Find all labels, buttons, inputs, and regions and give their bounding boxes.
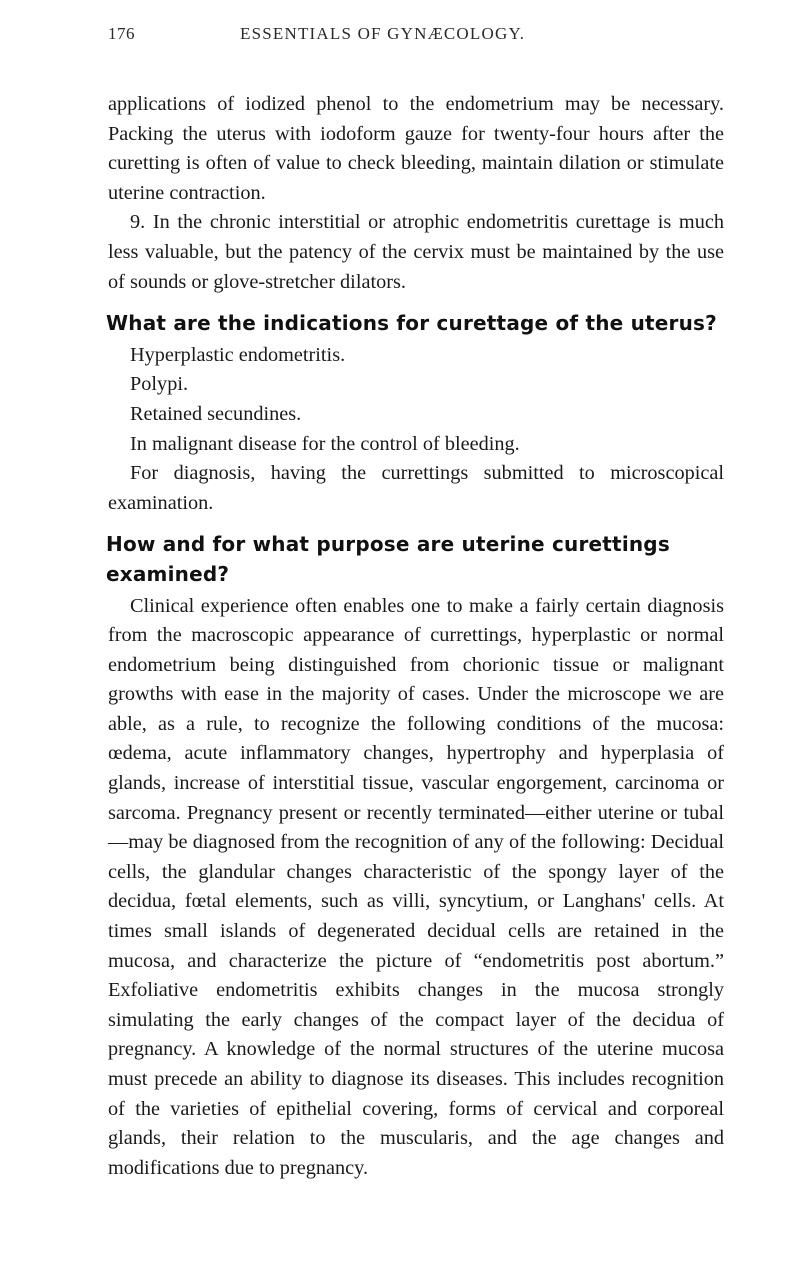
- heading-curettings-examined: How and for what purpose are uterine curettings examined?: [106, 532, 670, 586]
- list-item: Retained secundines.: [130, 402, 302, 425]
- list-item: For diagnosis, having the currettings submitted to microscopical examination.: [108, 462, 724, 514]
- list-item: In malignant disease for the control of bleeding.: [130, 432, 520, 455]
- running-title: ESSENTIALS OF GYNÆCOLOGY.: [240, 24, 526, 43]
- indications-list: [108, 341, 724, 519]
- curettings-paragraph: Clinical experience often enables one to make a fairly certain diagnosis from the macroscopic appearance of currettings, hyperplastic or normal endometrium being distinguished from chorionic tissue or malignant growths with ease in the majority of cases. Under the microscope we are able, as a rule, to recognize the following conditions of the mucosa: œdema, acute inflammatory changes, hypertrophy and hyperplasia of glands, increase of interstitial tissue, vascular engorgement, carcinoma or sarcoma. Pregnancy present or recently terminated—either uterine or tubal—may be diagnosed from the recognition of any of the following: Decidual cells, the glandular changes characteristic of the spongy layer of the decidua, fœtal elements, such as villi, syncytium, or Langhans' cells. At times small islands of degenerated decidual cells are retained in the mucosa, and characterize the picture of “endometritis post abortum.” Exfoliative endometritis exhibits changes in the mucosa strongly simulating the early changes of the compact layer of the decidua of pregnancy. A knowledge of the normal structures of the uterine mucosa must precede an ability to diagnose its diseases. This includes recognition of the varieties of epithelial covering, forms of cervical and corporeal glands, their relation to the muscularis, and the age changes and modifications due to pregnancy.: [108, 594, 724, 1179]
- running-head: [108, 24, 724, 60]
- item-9-paragraph: 9. In the chronic interstitial or atrophic endometritis curettage is much less valuable, but the patency of the cervix must be maintained by the use of sounds or glove-stretcher dilators.: [108, 211, 724, 293]
- list-item: Hyperplastic endometritis.: [130, 343, 346, 366]
- heading-indications-curettage: What are the indications for curettage of the uterus?: [106, 311, 717, 336]
- book-page: [108, 24, 724, 1183]
- page-number: 176: [108, 24, 135, 43]
- intro-paragraph: applications of iodized phenol to the endometrium may be necessary. Packing the uterus with iodoform gauze for twenty-four hours after the curetting is often of value to check bleeding, maintain dilation or stimulate uterine contraction.: [108, 93, 724, 204]
- list-item: Polypi.: [130, 373, 189, 396]
